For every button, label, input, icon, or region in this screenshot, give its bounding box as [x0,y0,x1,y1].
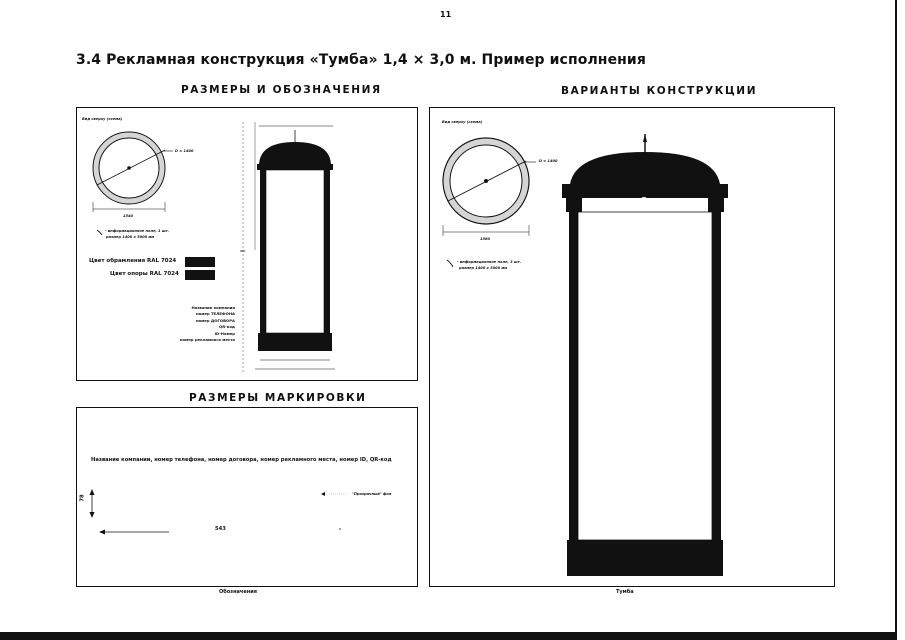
pillar-dome [570,152,720,184]
page-edge-bottom [0,632,897,640]
pillar-dome [259,142,331,166]
code-place: номер рекламного места [179,337,235,343]
pillar-left-post [260,170,266,333]
pillar-cornice [562,184,728,198]
section-heading-variants: ВАРИАНТЫ КОНСТРУКЦИИ [561,85,758,97]
code-phone: номер ТЕЛЕФОНА [196,311,235,317]
frame-color-label: Цвет обрамления RAL 7024 [89,258,177,264]
pillar-info-field [578,212,712,540]
diameter-line [97,150,165,185]
pillar-base [567,540,723,576]
marking-drawing [77,408,419,588]
pillar-right-post [324,170,330,333]
info-field-note: - информационное поле, 1 шт. [105,229,170,233]
diameter-label: D = 1400 [175,149,194,153]
emblem [640,197,648,205]
info-field-size: размер 1400 х 3000 мм [459,266,508,270]
background-pointer [321,492,325,496]
pillar-cornice [257,164,333,170]
marking-panel [76,407,418,587]
pillar-info-field [266,170,324,333]
frame-color-swatch [185,257,215,267]
capital-right [708,198,724,212]
page-edge-right [895,0,897,632]
marking-caption: Обозначения [219,589,257,595]
top-view-label: Вид сверху (схема) [82,117,123,121]
sizes-panel [76,107,418,381]
marking-codes-list [157,305,235,343]
pillar-base [258,333,332,351]
transparent-background-note: "Прозрачный" фон [352,492,392,496]
width-label: 1540 [123,214,134,218]
code-qr: QR-код [219,324,235,330]
pillar-right-post [712,212,721,540]
center-point [484,179,488,183]
finial-tip [643,134,647,142]
info-field-note: - информационное поле, 3 шт. [457,260,522,264]
height-arrow-top [90,489,95,495]
height-arrow-bottom [90,512,95,518]
center-point [127,166,131,170]
support-color-label: Цвет опоры RAL 7024 [110,271,179,277]
width-label: 1580 [480,237,491,241]
info-field-mark [447,260,453,267]
marking-height-value: 78 [79,494,86,502]
variants-panel [429,107,835,587]
section-heading-marking: РАЗМЕРЫ МАРКИРОВКИ [189,392,367,404]
code-contract: номер ДОГОВОРА [195,317,235,323]
page-title: 3.4 Рекламная конструкция «Тумба» 1,4 × 3,0 м. Пример исполнения [76,52,646,68]
support-color-swatch [185,270,215,280]
capital-left [566,198,582,212]
code-company-name: Название компании [191,305,235,310]
sizes-drawing [77,108,419,382]
variants-caption: Тумба [616,589,634,595]
marking-width-value: 543 [215,526,226,532]
top-view-label: Вид сверху (схема) [442,120,483,124]
info-field-mark [97,230,102,235]
diameter-label: D = 1400 [539,159,558,163]
variants-drawing [430,108,836,588]
pillar-left-post [569,212,578,540]
page-number: 11 [440,10,452,19]
section-heading-sizes: РАЗМЕРЫ И ОБОЗНАЧЕНИЯ [181,84,382,96]
code-id: ID-Номер [214,330,235,336]
marking-text: Название компании, номер телефона, номер договора, номер рекламного места, номер ID, QR-код [91,457,392,463]
info-field-size: размер 1400 х 3000 мм [106,235,155,239]
width-arrow-left [99,530,105,535]
